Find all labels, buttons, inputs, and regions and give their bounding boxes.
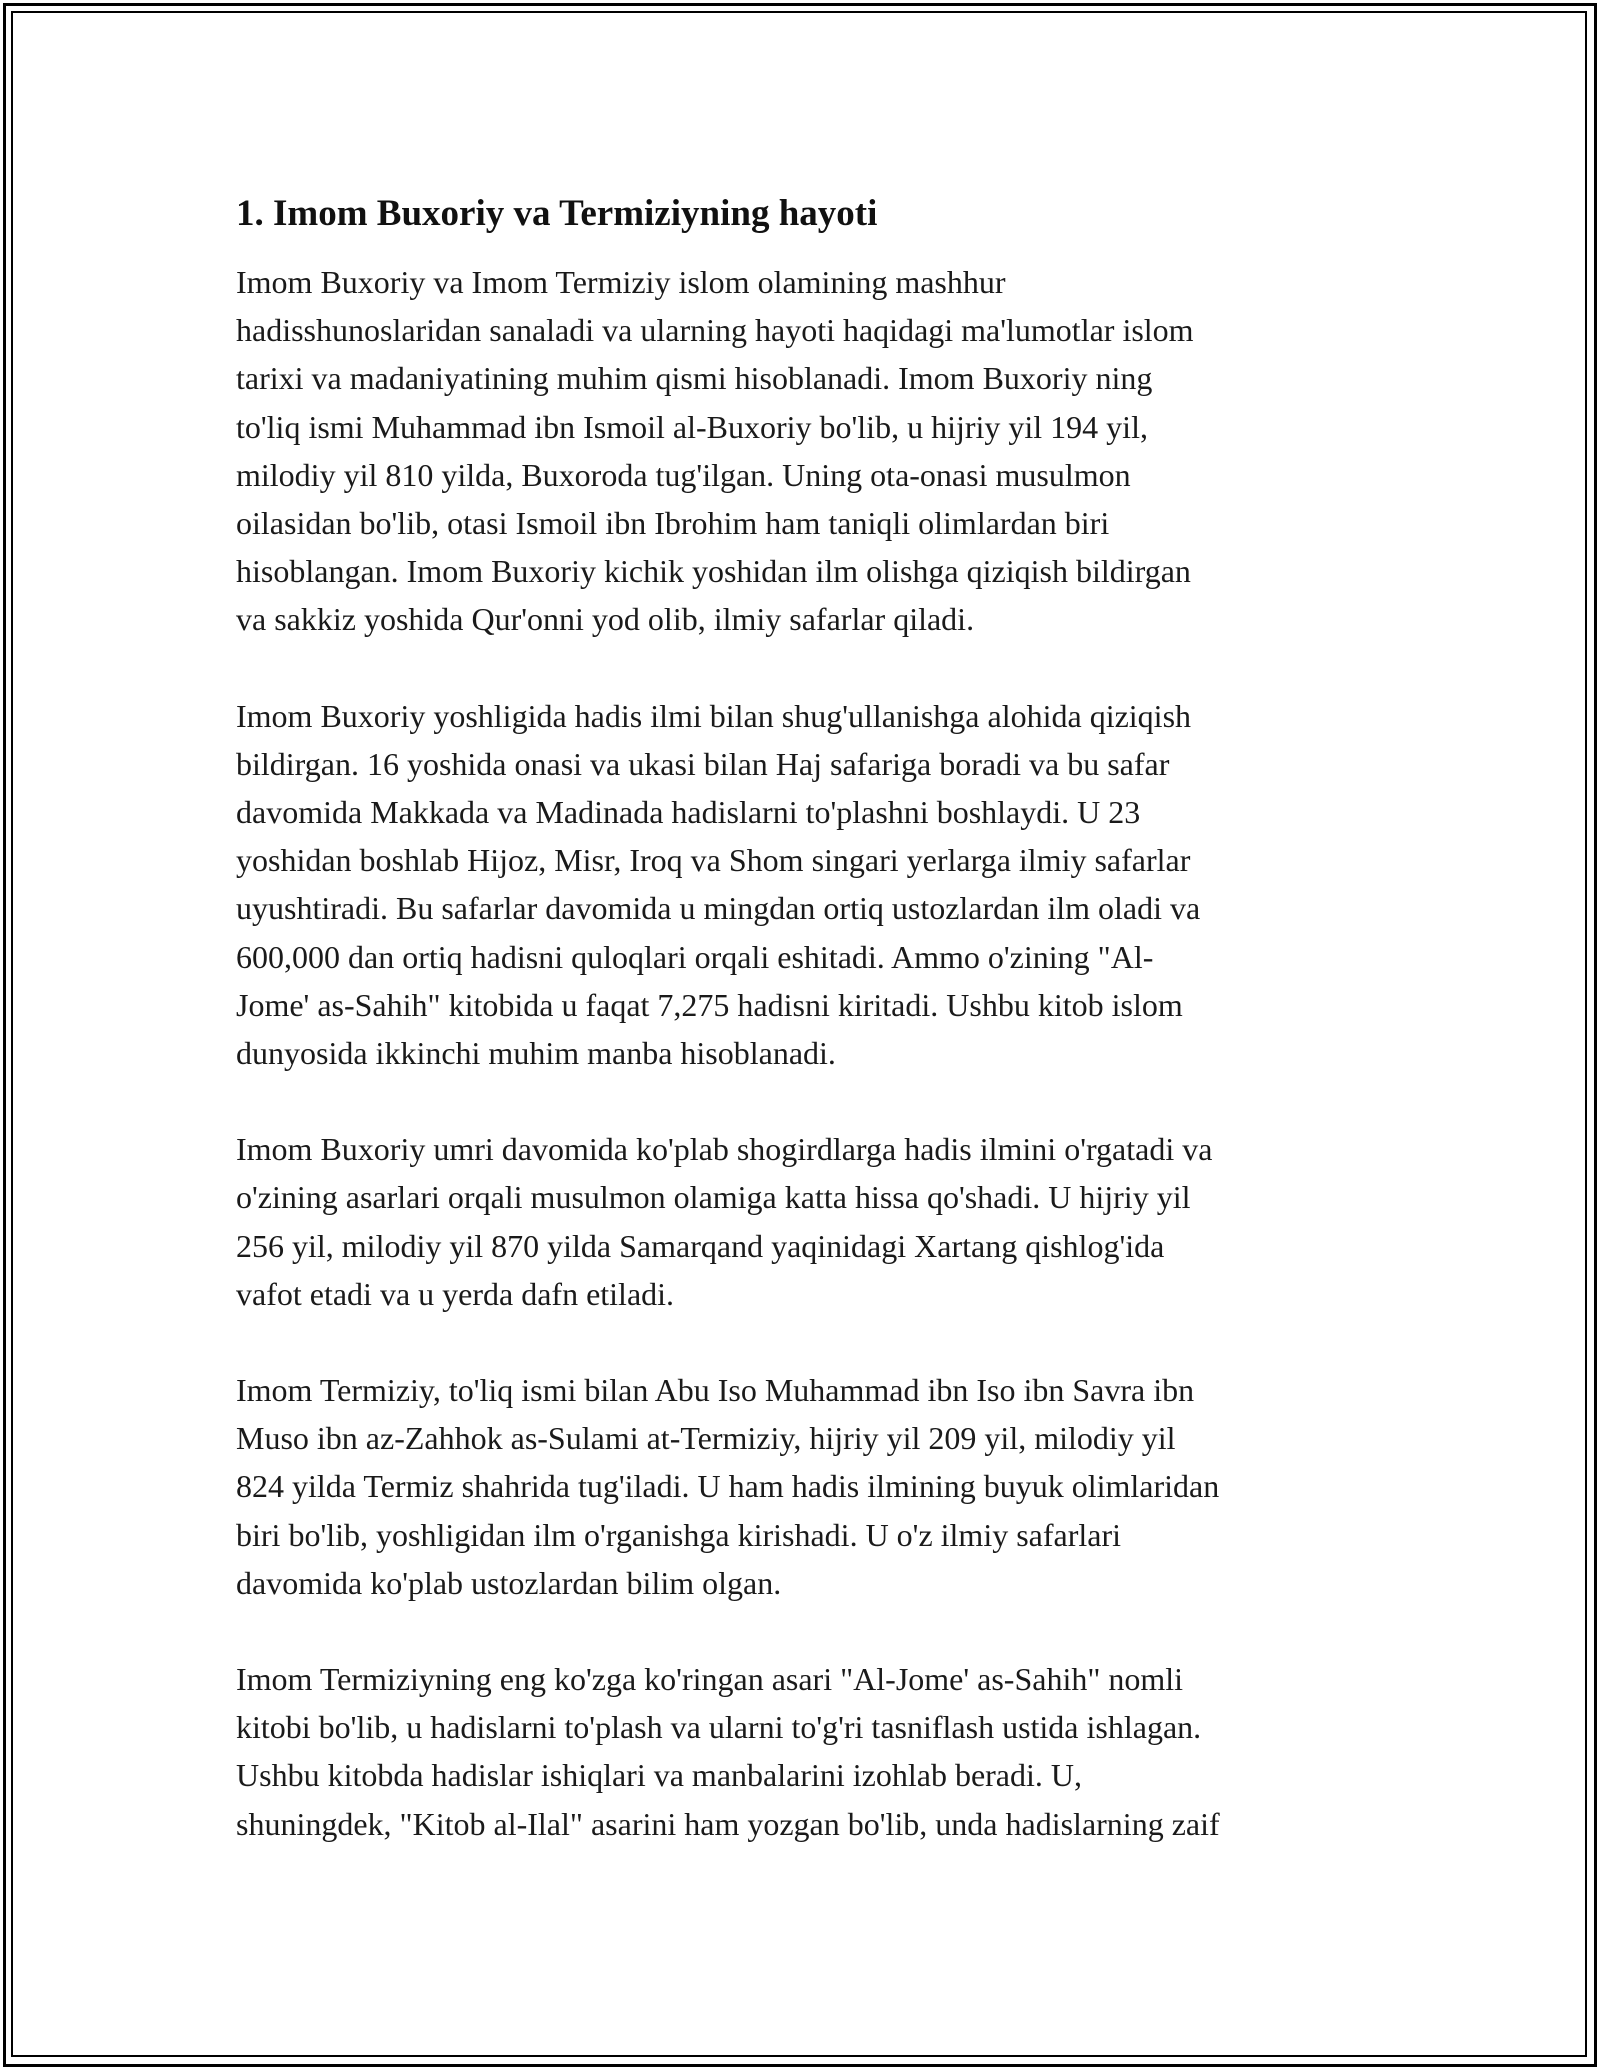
text-line: 600,000 dan ortiq hadisni quloqlari orqali eshitadi. Ammo o'zining "Al- [236,938,1154,975]
text-line: hadisshunoslaridan sanaladi va ularning hayoti haqidagi ma'lumotlar islom [236,312,1194,349]
text-line: tarixi va madaniyatining muhim qismi hisoblanadi. Imom Buxoriy ning [236,360,1153,397]
text-line: bildirgan. 16 yoshida onasi va ukasi bilan Haj safariga boradi va bu safar [236,745,1170,782]
text-line: o'zining asarlari orqali musulmon olamiga katta hissa qo'shadi. U hijriy yil [236,1179,1191,1216]
text-line: Imom Buxoriy umri davomida ko'plab shogirdlarga hadis ilmini o'rgatadi va [236,1131,1213,1168]
paragraph-2 [236,692,1376,1078]
text-line: milodiy yil 810 yilda, Buxoroda tug'ilgan. Uning ota-onasi musulmon [236,456,1131,493]
text-line: Jome' as-Sahih" kitobida u faqat 7,275 hadisni kiritadi. Ushbu kitob islom [236,986,1183,1023]
text-line: Imom Buxoriy va Imom Termiziy islom olamining mashhur [236,264,1006,300]
text-line: hisoblangan. Imom Buxoriy kichik yoshidan ilm olishga qiziqish bildirgan [236,553,1191,590]
text-line: davomida Makkada va Madinada hadislarni to'plashni boshlaydi. U 23 [236,794,1141,831]
text-line: Imom Termiziyning eng ko'zga ko'ringan asari "Al-Jome' as-Sahih" nomli [236,1661,1184,1698]
text-line: Muso ibn az-Zahhok as-Sulami at-Termiziy, hijriy yil 209 yil, milodiy yil [236,1420,1176,1457]
text-line: uyushtiradi. Bu safarlar davomida u mingdan ortiq ustozlardan ilm oladi va [236,890,1201,927]
text-line: kitobi bo'lib, u hadislarni to'plash va ularni to'g'ri tasniflash ustida ishlagan. [236,1709,1202,1746]
text-line: Imom Termiziy, to'liq ismi bilan Abu Iso Muhammad ibn Iso ibn Savra ibn [236,1372,1195,1409]
paragraph-3 [236,1125,1376,1318]
text-line: 824 yilda Termiz shahrida tug'iladi. U ham hadis ilmining buyuk olimlaridan [236,1468,1220,1505]
text-line: biri bo'lib, yoshligidan ilm o'rganishga kirishadi. U o'z ilmiy safarlari [236,1516,1122,1553]
text-line: to'liq ismi Muhammad ibn Ismoil al-Buxoriy bo'lib, u hijriy yil 194 yil, [236,408,1148,445]
text-line: shuningdek, "Kitob al-Ilal" asarini ham yozgan bo'lib, unda hadislarning zaif [236,1805,1220,1842]
text-line: oilasidan bo'lib, otasi Ismoil ibn Ibrohim ham taniqli olimlardan biri [236,505,1110,542]
paragraph-1 [236,258,1376,644]
text-line: Ushbu kitobda hadislar ishiqlari va manbalarini izohlab beradi. U, [236,1757,1082,1794]
text-line: 256 yil, milodiy yil 870 yilda Samarqand yaqinidagi Xartang qishlog'ida [236,1227,1165,1264]
paragraph-5 [236,1655,1376,1848]
text-line: Imom Buxoriy yoshligida hadis ilmi bilan shug'ullanishga alohida qiziqish [236,697,1192,734]
paragraph-4 [236,1366,1376,1607]
section-heading: 1. Imom Buxoriy va Termiziyning hayoti [236,193,878,234]
text-line: yoshidan boshlab Hijoz, Misr, Iroq va Shom singari yerlarga ilmiy safarlar [236,842,1191,879]
text-line: davomida ko'plab ustozlardan bilim olgan. [236,1564,782,1601]
document-body [236,186,1376,1848]
text-line: vafot etadi va u yerda dafn etiladi. [236,1275,675,1312]
text-line: dunyosida ikkinchi muhim manba hisoblanadi. [236,1035,836,1072]
text-line: va sakkiz yoshida Qur'onni yod olib, ilmiy safarlar qiladi. [236,601,975,638]
